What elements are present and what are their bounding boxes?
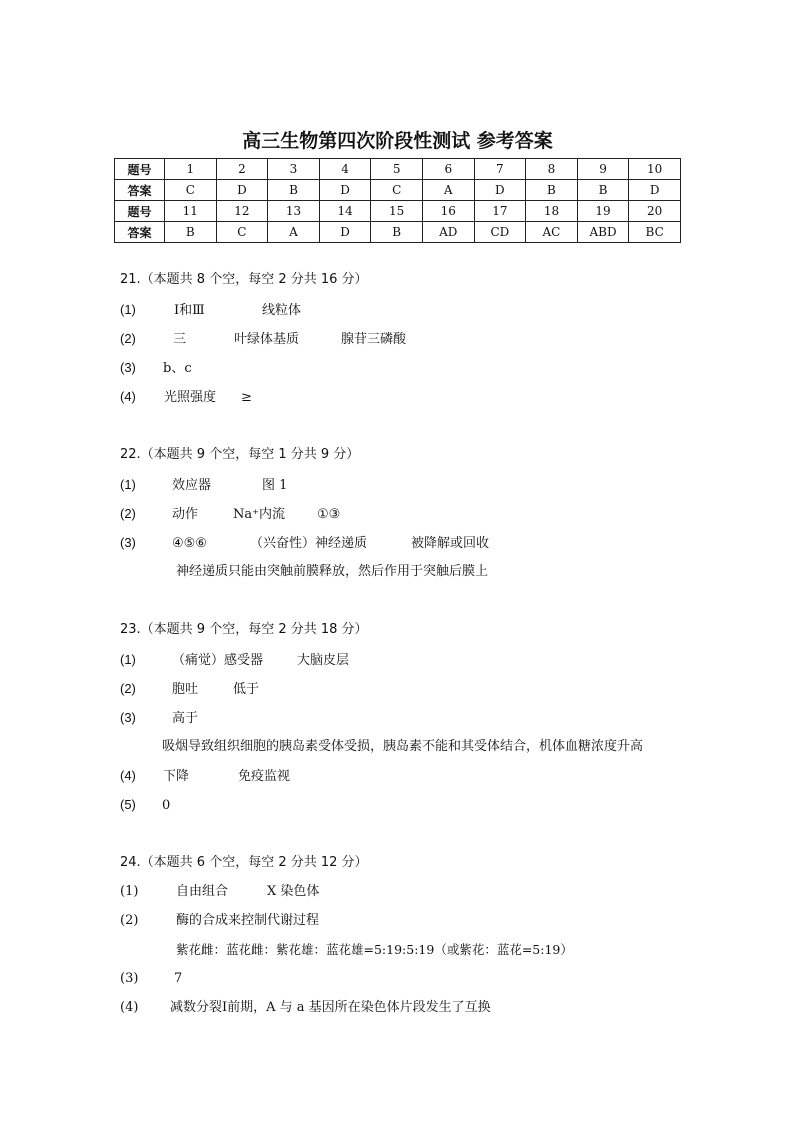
answer: 下降: [163, 769, 190, 784]
answer: 低于: [233, 682, 260, 697]
row-label: 答案: [115, 180, 165, 201]
table-cell: 8: [526, 159, 578, 180]
answer: 7: [174, 971, 183, 986]
part-number: (3): [120, 535, 136, 550]
table-cell: D: [474, 180, 526, 201]
answer: 三: [173, 332, 187, 347]
row-label: 答案: [115, 222, 165, 243]
answer: 动作: [172, 507, 199, 522]
answer: Ⅰ和Ⅲ: [174, 303, 205, 318]
part-number: (4): [120, 1000, 139, 1015]
table-cell: 3: [268, 159, 320, 180]
table-cell: 18: [526, 201, 578, 222]
answer-row: [115, 222, 681, 243]
answer: （痛觉）感受器: [172, 653, 264, 668]
table-cell: D: [216, 180, 268, 201]
answer: Na⁺内流: [233, 507, 285, 522]
table-cell: 13: [268, 201, 320, 222]
answer: 叶绿体基质: [234, 332, 300, 347]
answer: 效应器: [172, 478, 212, 493]
q23-part3: [120, 710, 198, 727]
table-cell: 1: [165, 159, 217, 180]
q23-part2: [120, 681, 259, 698]
answer: 光照强度: [164, 390, 217, 405]
answer: 减数分裂Ⅰ前期，A 与 a 基因所在染色体片段发生了互换: [170, 1000, 491, 1015]
q21-part2: [120, 331, 406, 348]
table-cell: 16: [422, 201, 474, 222]
answer: 酶的合成来控制代谢过程: [176, 913, 320, 928]
table-cell: 10: [629, 159, 681, 180]
table-cell: CD: [474, 222, 526, 243]
answer: 免疫监视: [238, 769, 291, 784]
table-cell: 9: [577, 159, 629, 180]
number-row: [115, 159, 681, 180]
q21-header: 21.（本题共 8 个空，每空 2 分共 16 分）: [120, 272, 368, 287]
table-cell: 2: [216, 159, 268, 180]
part-number: (4): [120, 389, 136, 404]
answer: 自由组合: [176, 884, 229, 899]
part-number: (1): [120, 302, 136, 317]
part-number: (2): [120, 681, 136, 696]
number-row: [115, 201, 681, 222]
q22-part1: [120, 477, 287, 494]
q22-header: 22.（本题共 9 个空，每空 1 分共 9 分）: [120, 447, 360, 462]
row-label: 题号: [115, 201, 165, 222]
part-number: (1): [120, 652, 136, 667]
q24-part2: [120, 913, 319, 929]
table-cell: D: [319, 180, 371, 201]
row-label: 题号: [115, 159, 165, 180]
table-cell: 5: [371, 159, 423, 180]
answer: （兴奋性）神经递质: [250, 536, 368, 551]
table-cell: B: [371, 222, 423, 243]
answer-row: [115, 180, 681, 201]
answer: 胞吐: [172, 682, 199, 697]
table-cell: C: [371, 180, 423, 201]
table-cell: 7: [474, 159, 526, 180]
q24-part1: [120, 884, 319, 900]
answer: ④⑤⑥: [172, 536, 207, 551]
q21-part4: [120, 389, 252, 406]
q24-part4: [120, 1000, 491, 1016]
answer: 图 1: [262, 478, 288, 493]
part-number: (1): [120, 477, 136, 492]
table-cell: B: [577, 180, 629, 201]
part-number: (3): [120, 710, 136, 725]
table-cell: AC: [526, 222, 578, 243]
answer: X 染色体: [267, 884, 320, 899]
q23-header: 23.（本题共 9 个空，每空 2 分共 18 分）: [120, 622, 368, 637]
q22-part2: [120, 506, 340, 523]
table-cell: B: [268, 180, 320, 201]
answer: ≥: [241, 390, 252, 405]
q21-part3: [120, 360, 192, 377]
table-cell: 14: [319, 201, 371, 222]
table-cell: B: [526, 180, 578, 201]
part-number: (1): [120, 884, 139, 899]
table-cell: A: [268, 222, 320, 243]
table-cell: 12: [216, 201, 268, 222]
answer: b、c: [163, 361, 192, 376]
table-cell: D: [629, 180, 681, 201]
answer-table: [114, 158, 681, 243]
answer: 腺苷三磷酸: [341, 332, 407, 347]
table-cell: D: [319, 222, 371, 243]
table-cell: 6: [422, 159, 474, 180]
page-title: 高三生物第四次阶段性测试 参考答案: [242, 130, 553, 152]
answer: 0: [162, 798, 171, 813]
q24-header: 24.（本题共 6 个空，每空 2 分共 12 分）: [120, 855, 368, 870]
q23-part5: [120, 797, 170, 814]
table-cell: A: [422, 180, 474, 201]
table-cell: B: [165, 222, 217, 243]
part-number: (2): [120, 331, 136, 346]
answer: 被降解或回收: [411, 536, 490, 551]
part-number: (2): [120, 913, 139, 928]
part-number: (3): [120, 360, 136, 375]
answer: 大脑皮层: [297, 653, 350, 668]
q23-part1: [120, 652, 349, 669]
answer: 线粒体: [262, 303, 302, 318]
table-cell: 15: [371, 201, 423, 222]
table-cell: 4: [319, 159, 371, 180]
table-cell: BC: [629, 222, 681, 243]
table-cell: 19: [577, 201, 629, 222]
part-number: (4): [120, 768, 136, 783]
table-cell: 11: [165, 201, 217, 222]
q24-part2-ratio: 紫花雌：蓝花雌：紫花雄：蓝花雄=5:19:5:19（或紫花：蓝花=5:19）: [176, 942, 573, 957]
table-cell: 17: [474, 201, 526, 222]
q22-part3-explanation: 神经递质只能由突触前膜释放，然后作用于突触后膜上: [176, 564, 489, 579]
answer: ①③: [317, 507, 341, 522]
q21-part1: [120, 302, 301, 319]
table-cell: ABD: [577, 222, 629, 243]
q23-part4: [120, 768, 290, 785]
table-cell: AD: [422, 222, 474, 243]
q22-part3: [120, 535, 489, 552]
q24-part3: [120, 971, 182, 987]
q23-part3-explanation: 吸烟导致组织细胞的胰岛素受体受损，胰岛素不能和其受体结合，机体血糖浓度升高: [162, 739, 644, 754]
part-number: (5): [120, 797, 136, 812]
part-number: (2): [120, 506, 136, 521]
table-cell: 20: [629, 201, 681, 222]
part-number: (3): [120, 971, 139, 986]
table-cell: C: [165, 180, 217, 201]
table-cell: C: [216, 222, 268, 243]
answer: 高于: [172, 711, 199, 726]
